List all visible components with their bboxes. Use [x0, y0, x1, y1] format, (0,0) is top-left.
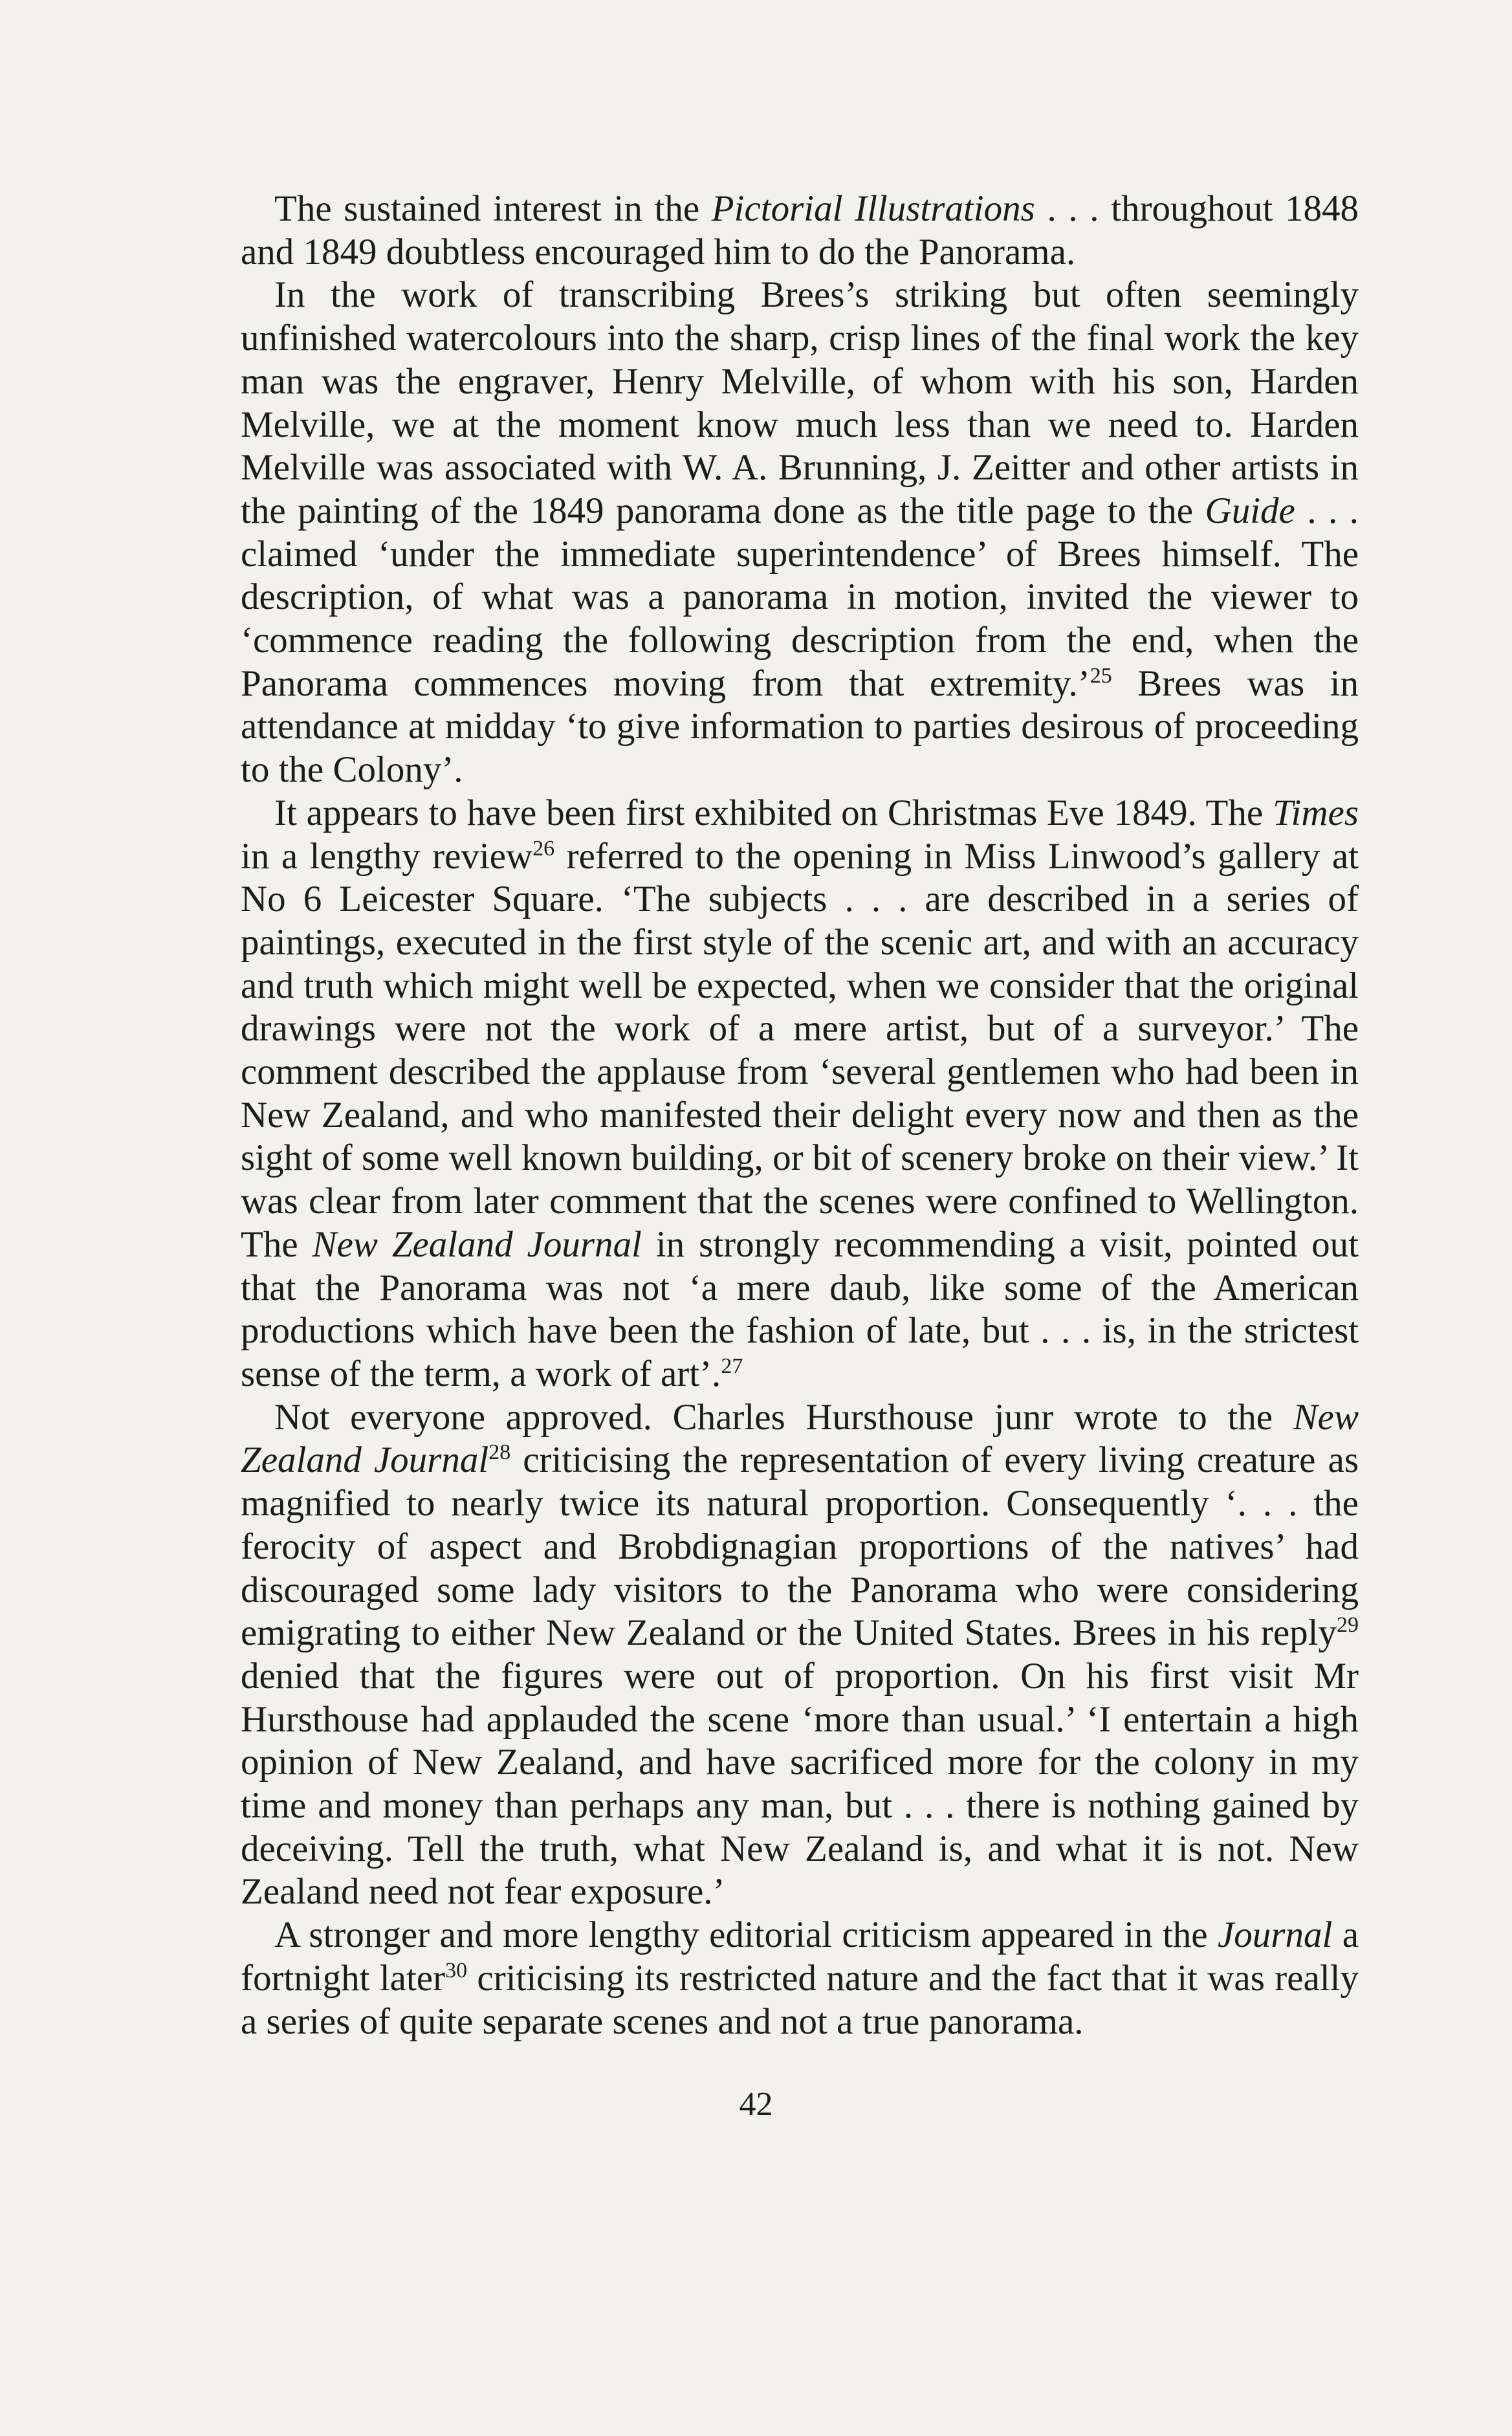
paragraph-2 [241, 274, 1359, 791]
footnote-reference: 26 [532, 836, 555, 861]
paragraph-3 [241, 792, 1359, 1396]
text-run: in strongly recommending a visit, pointed out that the Panorama was not ‘a mere daub, like some of the American productions which have been the fashion of late, but . . . is, in the strictest sense of the term, a work of art’. [241, 1223, 1359, 1394]
text-run: in a lengthy review [241, 835, 533, 877]
text-run: It appears to have been first exhibited on Christmas Eve 1849. The [274, 792, 1273, 833]
italic-title: Guide [1205, 490, 1295, 531]
text-run: denied that the figures were out of proportion. On his first visit Mr Hursthouse had applauded the scene ‘more than usual.’ ‘I entertain a high opinion of New Zealand, and have sacrificed more for the colony in my time and money than perhaps any man, but . . . there is nothing gained by deceiving. Tell the truth, what New Zealand is, and what it is not. New Zealand need not fear exposure.’ [241, 1655, 1359, 1913]
paragraph-5 [241, 1914, 1359, 2043]
italic-title: Pictorial Illustrations [711, 188, 1035, 229]
italic-title: Times [1272, 792, 1359, 833]
italic-title: Journal [1217, 1915, 1333, 1956]
footnote-reference: 30 [445, 1958, 468, 1982]
text-run: a fortnight later [241, 1915, 1359, 1999]
page-number: 42 [739, 2086, 773, 2123]
text-run: A stronger and more lengthy editorial criticism appeared in the [274, 1915, 1218, 1956]
paragraph-1 [241, 188, 1359, 274]
text-run: criticising the representation of every living creature as magnified to nearly twice its natural proportion. Consequently ‘. . . the ferocity of aspect and Brobdignagian proportions of the natives’ had discouraged some lady visitors to the Panorama who were considering emigrating to either New Zealand or the United States. Brees in his reply [241, 1440, 1359, 1654]
text-run: criticising its restricted nature and the fact that it was really a series of quite separate scenes and not a true panorama. [241, 1957, 1359, 2042]
text-run: referred to the opening in Miss Linwood’s gallery at No 6 Leicester Square. ‘The subjects . . . are described in a series of paintings, executed in the first style of the scenic art, and with an accuracy and truth which might well be expected, when we consider that the original drawings were not the work of a mere artist, but of a surveyor.’ The comment described the applause from ‘several gentlemen who had been in New Zealand, and who manifested their delight every now and then as the sight of some well known building, or bit of scenery broke on their view.’ It was clear from later comment that the scenes were confined to Wellington. The [241, 835, 1359, 1265]
footnote-reference: 28 [488, 1440, 511, 1465]
text-run: . . . claimed ‘under the immediate superintendence’ of Brees himself. The description, of what was a panorama in motion, invited the viewer to ‘commence reading the following description from the end, when the Panorama commences moving from that extremity.’ [241, 490, 1359, 704]
body-text [241, 188, 1359, 2043]
italic-title: New Zealand Journal [312, 1223, 642, 1265]
text-run: Not everyone approved. Charles Hursthouse junr wrote to the [274, 1396, 1293, 1438]
paragraph-4 [241, 1396, 1359, 1914]
text-run: Brees was in attendance at midday ‘to give information to parties desirous of proceeding to the Colony’. [241, 663, 1359, 791]
text-run: The sustained interest in the [274, 188, 712, 229]
footnote-reference: 25 [1090, 663, 1112, 688]
footnote-reference: 29 [1337, 1613, 1359, 1638]
footnote-reference: 27 [721, 1354, 743, 1378]
italic-title: New Zealand Journal [241, 1396, 1359, 1481]
text-run: In the work of transcribing Brees’s striking but often seemingly unfinished watercolours into the sharp, crisp lines of the final work the key man was the engraver, Henry Melville, of whom with his son, Harden Melville, we at the moment know much less than we need to. Harden Melville was associated with W. A. Brunning, J. Zeitter and other artists in the painting of the 1849 panorama done as the title page to the [241, 274, 1359, 531]
text-run: . . . throughout 1848 and 1849 doubtless encouraged him to do the Panorama. [241, 188, 1359, 272]
